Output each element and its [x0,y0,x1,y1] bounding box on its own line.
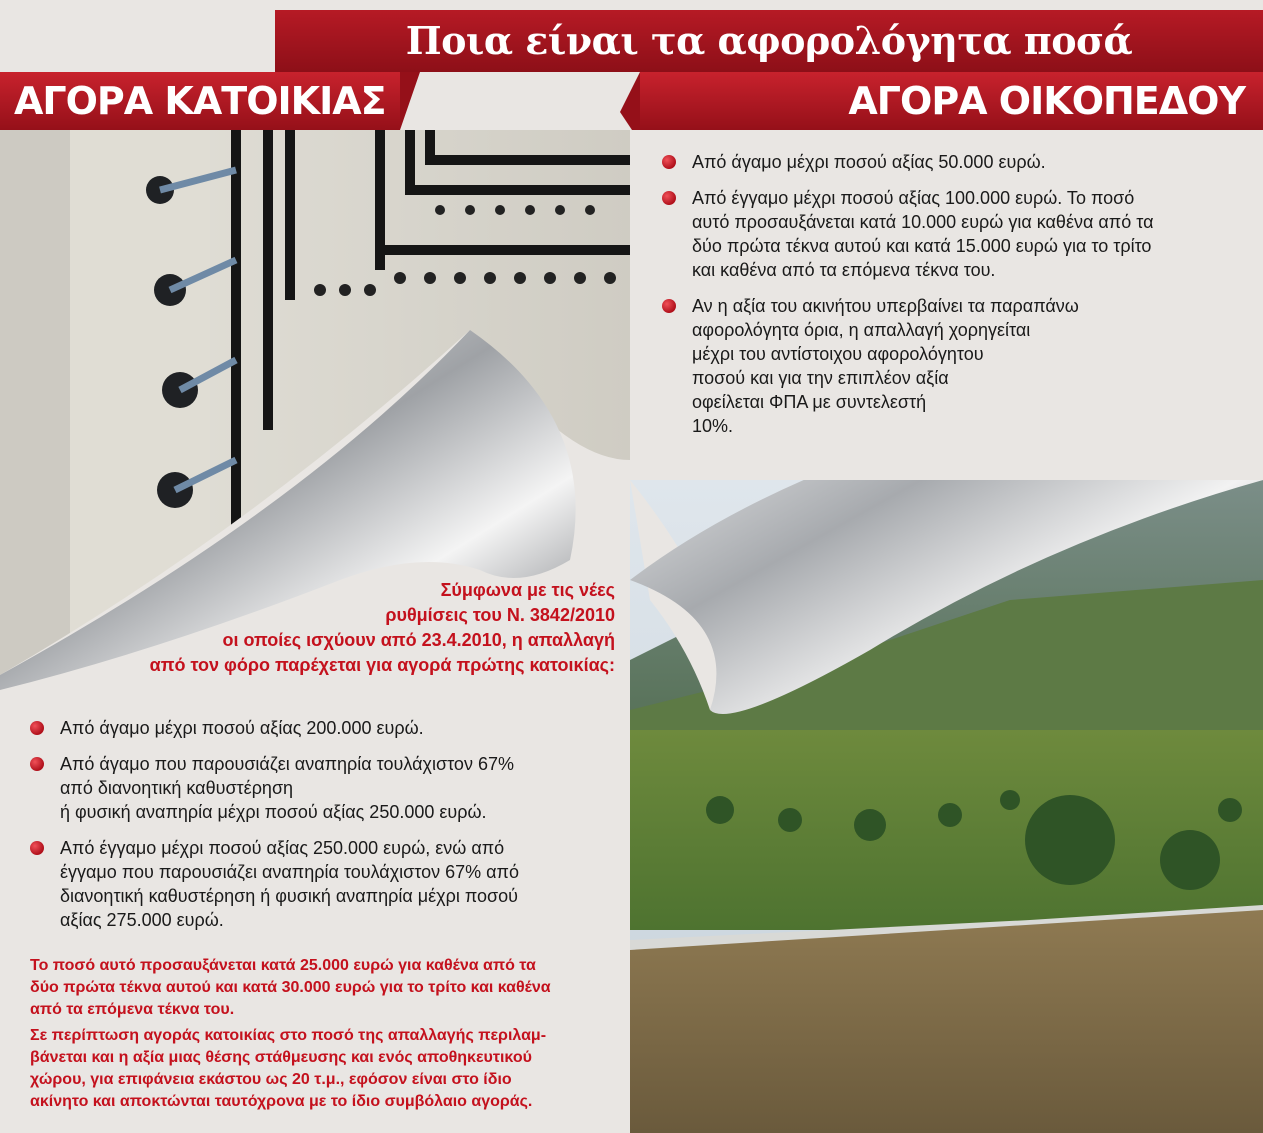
note-paragraph: Το ποσό αυτό προσαυξάνεται κατά 25.000 ευρώ για καθένα από τα δύο πρώτα τέκνα αυτού και κατά 30.000 ευρώ για το τρίτο και καθένα από τα επόμενα τέκνα του. [30,957,551,1018]
list-item-text: Από έγγαμο μέχρι ποσού αξίας 250.000 ευρώ, ενώ από έγγαμο που παρουσιάζει αναπηρία τουλάχιστον 67% από διανοητική καθυστέρηση ή φυσική αναπηρία μέχρι ποσού αξίας 275.000 ευρώ. [60,838,519,930]
right-header-ear [620,72,640,130]
title-bar [275,10,1263,72]
right-bullet-list [662,150,1252,450]
list-item [30,836,620,932]
bullet-icon [662,155,676,169]
left-header-ear [400,72,420,130]
page-title: Ποια είναι τα αφορολόγητα ποσά [405,18,1133,63]
left-intro-text: Σύμφωνα με τις νέες ρυθμίσεις του Ν. 3842/2010 οι οποίες ισχύουν από 23.4.2010, η απαλλαγή από τον φόρο παρέχεται για αγορά πρώτης κατοικίας: [149,580,615,675]
left-notes [30,955,620,1117]
list-item [662,186,1252,282]
bullet-icon [30,757,44,771]
list-item-text: Αν η αξία του ακινήτου υπερβαίνει τα παραπάνω αφορολόγητα όρια, η απαλλαγή χορηγείται μέχρι του αντίστοιχου αφορολόγητου ποσού και για την επιπλέον αξία οφείλεται ΦΠΑ με συντελεστή 10%. [692,296,1079,436]
bullet-icon [662,299,676,313]
right-section-title: ΑΓΟΡΑ ΟΙΚΟΠΕΔΟΥ [848,79,1245,123]
bullet-icon [30,841,44,855]
list-item [662,294,1252,438]
left-section-header [0,72,400,130]
list-item [30,716,620,740]
landscape-illustration [630,480,1263,1133]
bullet-icon [30,721,44,735]
left-section-title: ΑΓΟΡΑ ΚΑΤΟΙΚΙΑΣ [14,79,386,123]
list-item-text: Από έγγαμο μέχρι ποσού αξίας 100.000 ευρώ. Το ποσό αυτό προσαυξάνεται κατά 10.000 ευρώ για καθένα από τα δύο πρώτα τέκνα αυτού και κατά 15.000 ευρώ για το τρίτο και καθένα από τα επόμενα τέκνα του. [692,188,1154,280]
landscape-photo [630,480,1263,1133]
list-item-text: Από άγαμο μέχρι ποσού αξίας 50.000 ευρώ. [692,152,1046,172]
list-item-text: Από άγαμο μέχρι ποσού αξίας 200.000 ευρώ. [60,718,424,738]
bullet-icon [662,191,676,205]
left-bullet-list [30,716,620,944]
note-paragraph: Σε περίπτωση αγοράς κατοικίας στο ποσό της απαλλαγής περιλαμ- βάνεται και η αξία μιας θέσης στάθμευσης και ενός αποθηκευτικού χώρου, για επιφάνεια εκάστου ως 20 τ.μ., εφόσον είναι στο ίδιο ακίνητο και αποκτώνται ταυτόχρονα με το ίδιο συμβόλαιο αγοράς. [30,1027,547,1110]
list-item [662,150,1252,174]
right-section-header [640,72,1263,130]
list-item [30,752,620,824]
list-item-text: Από άγαμο που παρουσιάζει αναπηρία τουλάχιστον 67% από διανοητική καθυστέρηση ή φυσική αναπηρία μέχρι ποσού αξίας 250.000 ευρώ. [60,754,514,822]
